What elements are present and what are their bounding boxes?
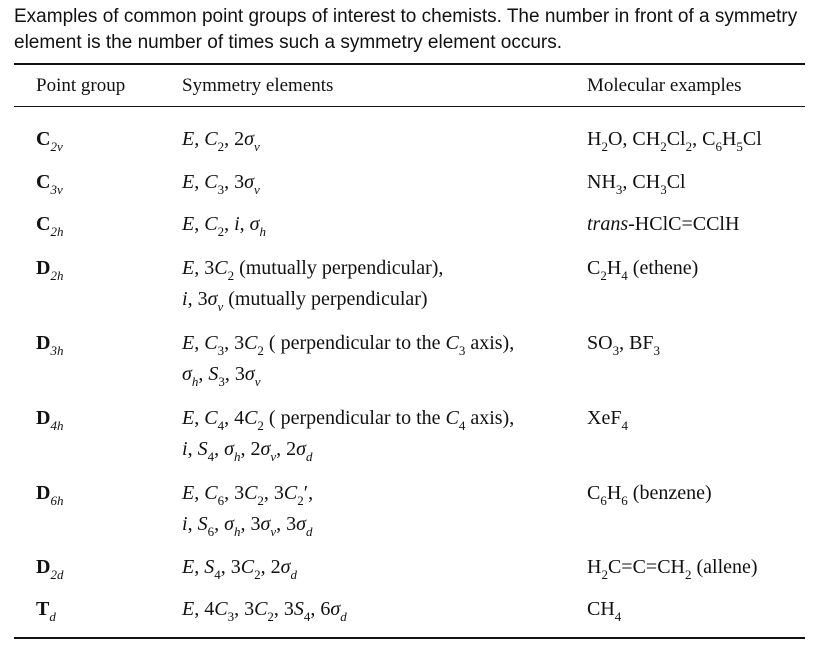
bottom-rule <box>14 637 805 639</box>
symmetry-elements-cell: E, $4C_3$, $3C_2$, $3S_4$, $6\sigma_d$ <box>182 598 347 624</box>
symmetry-elements-cell: E, $S_4$, $3C_2$, $2\sigma_d$ <box>182 556 297 582</box>
header-point-group: Point group <box>36 75 126 96</box>
molecular-examples-cell: $H_2C=C=CH_2$ (allene) <box>587 556 758 582</box>
molecular-examples-cell: $CH_4$ <box>587 598 622 624</box>
point-group-cell: $C_{2h}$ <box>36 213 64 239</box>
molecular-examples-cell: $NH_3$, $CH_3Cl$ <box>587 171 686 197</box>
symmetry-elements-cell: E, $3C_2$ (mutually perpendicular), i, $3\sigma_v$ (mutually perpendicular) <box>182 257 444 314</box>
point-group-cell: $D_{4h}$ <box>36 407 64 433</box>
header-symmetry-elements: Symmetry elements <box>182 75 334 96</box>
point-group-cell: $T_d$ <box>36 598 56 624</box>
header-molecular-examples: Molecular examples <box>587 75 742 96</box>
point-group-cell: $D_{2d}$ <box>36 556 64 582</box>
molecular-examples-cell: $SO_3$, $BF_3$ <box>587 332 661 358</box>
table-caption: Examples of common point groups of interest to chemists. The number in front of a symmetry element is the number of times such a symmetry element occurs. <box>14 6 798 53</box>
point-group-cell: $D_{6h}$ <box>36 482 64 508</box>
header-rule <box>14 106 805 107</box>
symmetry-elements-cell: E, $C_2$, i, $\sigma_h$ <box>182 213 266 239</box>
top-rule <box>14 63 805 65</box>
molecular-examples-cell: $H_2O$, $CH_2Cl_2$, $C_6H_5Cl$ <box>587 128 762 154</box>
symmetry-elements-cell: E, $C_3$, $3C_2$ ( perpendicular to the $C_3$ axis), $\sigma_h$, $S_3$, $3\sigma_v$ <box>182 332 515 389</box>
symmetry-elements-cell: E, $C_3$, $3\sigma_v$ <box>182 171 260 197</box>
symmetry-elements-cell: E, $C_2$, $2\sigma_v$ <box>182 128 260 154</box>
symmetry-elements-cell: E, $C_4$, $4C_2$ ( perpendicular to the $C_4$ axis), i, $S_4$, $\sigma_h$, $2\sigma_v$, $2\sigma_d$ <box>182 407 515 464</box>
symmetry-elements-cell: E, $C_6$, $3C_2$, $3C_2'$, i, $S_6$, $\sigma_h$, $3\sigma_v$, $3\sigma_d$ <box>182 482 314 539</box>
molecular-examples-cell: trans-HClC=CClH <box>587 213 740 235</box>
point-group-cell: $C_{2v}$ <box>36 128 63 154</box>
point-group-cell: $D_{3h}$ <box>36 332 64 358</box>
molecular-examples-cell: $C_2H_4$ (ethene) <box>587 257 699 283</box>
point-group-cell: $D_{2h}$ <box>36 257 64 283</box>
molecular-examples-cell: $C_6H_6$ (benzene) <box>587 482 712 508</box>
point-group-cell: $C_{3v}$ <box>36 171 63 197</box>
molecular-examples-cell: XeF$_4$ <box>587 407 628 433</box>
